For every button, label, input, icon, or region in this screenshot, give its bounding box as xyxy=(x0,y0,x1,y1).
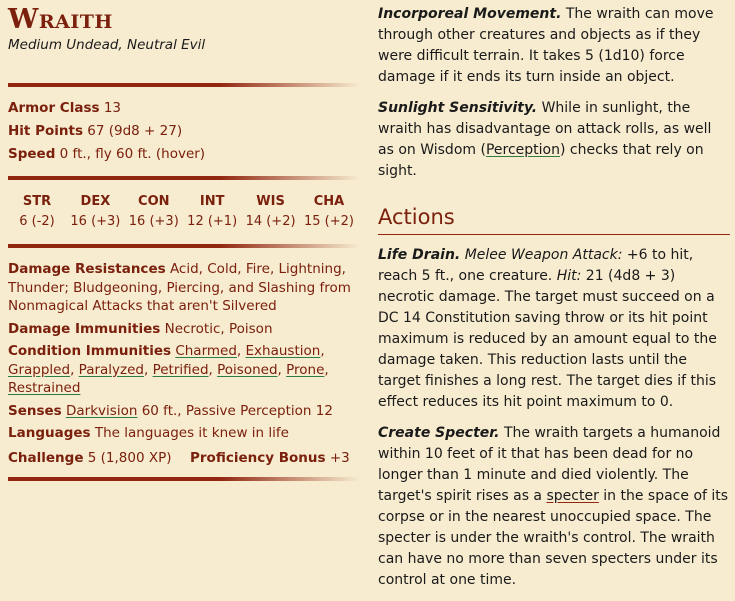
ability-value: 15 (+2) xyxy=(303,214,354,229)
action-text: +6 to hit, reach 5 ft., one creature. xyxy=(378,247,694,284)
action-title: Create Specter. xyxy=(378,425,500,441)
perception-link[interactable]: Perception xyxy=(485,142,560,158)
condition-link-charmed[interactable]: Charmed xyxy=(175,343,237,359)
condition-link-prone[interactable]: Prone xyxy=(286,361,325,378)
action-text: 21 (4d8 + 3) necrotic damage. The target must succeed on a DC 14 Constitution saving throw or its hit point maximum is reduced by an amount equal to the damage taken. This reduction lasts until the target finishes a long rest. The target dies if this effect reduces its hit point maximum to 0. xyxy=(378,268,717,410)
ability-value: 14 (+2) xyxy=(245,214,296,229)
condition-immunities-label: Condition Immunities xyxy=(8,343,172,359)
ability-scores xyxy=(8,192,358,232)
speed-value: 0 ft., fly 60 ft. (hover) xyxy=(59,146,206,162)
ability-value: 6 (-2) xyxy=(19,214,55,229)
action-title: Life Drain. xyxy=(378,247,461,263)
trait-sunlight-sensitivity xyxy=(378,98,730,182)
condition-immunities-row: Condition Immunities Charmed, Exhaustion, Grappled, Paralyzed, Petrified, Poisoned, Prone, Restrained xyxy=(8,343,329,396)
challenge-cell xyxy=(8,449,190,468)
divider-rule xyxy=(8,477,360,481)
senses-label: Senses xyxy=(8,402,62,419)
action-life-drain xyxy=(378,245,730,413)
senses-value: 60 ft., Passive Perception 12 xyxy=(141,402,333,419)
ability-wis xyxy=(242,192,300,232)
trait-incorporeal-movement xyxy=(378,4,730,88)
hit-points-row xyxy=(8,120,360,143)
ability-key: DEX xyxy=(80,194,111,209)
languages-row xyxy=(8,424,360,443)
languages-value: The languages it knew in life xyxy=(94,425,289,441)
condition-link-poisoned[interactable]: Poisoned xyxy=(217,361,278,378)
ability-str xyxy=(8,192,66,232)
condition-link-petrified[interactable]: Petrified xyxy=(152,361,209,378)
ability-key: CON xyxy=(138,194,170,209)
ability-cha xyxy=(300,192,358,232)
ability-key: INT xyxy=(199,194,225,209)
damage-immunities-row xyxy=(8,320,360,339)
ability-dex xyxy=(66,192,124,232)
damage-resistances-value: Acid, Cold, Fire, Lightning, Thunder; Bludgeoning, Piercing, and Slashing from Nonmagical Attacks that aren't Silvered xyxy=(8,261,351,314)
traits-block xyxy=(8,260,360,467)
divider-rule xyxy=(8,176,360,180)
ability-value: 12 (+1) xyxy=(187,214,238,229)
speed-label: Speed xyxy=(8,146,56,162)
proficiency-bonus-value: +3 xyxy=(329,449,350,466)
condition-link-restrained[interactable]: Restrained xyxy=(8,380,81,396)
ability-key: WIS xyxy=(256,194,285,209)
speed-row xyxy=(8,143,360,166)
damage-immunities-value: Necrotic, Poison xyxy=(164,320,273,337)
trait-title: Sunlight Sensitivity. xyxy=(378,100,538,116)
ability-key: STR xyxy=(22,194,52,209)
divider-rule xyxy=(8,83,360,87)
action-text: The wraith targets a humanoid within 10 feet of it that has been dead for no longer than 1 minute and died violently. The target's spirit rises as a xyxy=(378,425,721,504)
actions-heading: Actions xyxy=(378,202,730,235)
trait-text: The wraith can move through other creatures and objects as if they were difficult terrain. It takes 5 (1d10) force damage if it ends its turn inside an object. xyxy=(378,6,714,85)
proficiency-cell xyxy=(190,449,350,468)
action-create-specter xyxy=(378,423,730,591)
condition-link-exhaustion[interactable]: Exhaustion xyxy=(245,343,321,359)
specter-link[interactable]: specter xyxy=(546,488,599,504)
hit-label: Hit: xyxy=(556,268,582,284)
monster-name: Wraith xyxy=(8,4,113,35)
armor-class-value: 13 xyxy=(103,100,122,116)
armor-class-label: Armor Class xyxy=(8,100,100,116)
condition-link-grappled[interactable]: Grappled xyxy=(8,361,71,378)
senses-row xyxy=(8,402,360,421)
condition-link-paralyzed[interactable]: Paralyzed xyxy=(78,361,144,378)
ability-value: 16 (+3) xyxy=(70,214,121,229)
senses-link-darkvision[interactable]: Darkvision xyxy=(66,402,138,419)
statblock-left-column xyxy=(8,0,360,481)
ability-con xyxy=(125,192,183,232)
hit-points-value: 67 (9d8 + 27) xyxy=(87,123,183,139)
proficiency-bonus-label: Proficiency Bonus xyxy=(190,449,326,466)
statblock-right-column xyxy=(378,0,730,601)
trait-text: While in sunlight, the wraith has disadvantage on attack rolls, as well as on Wisdom ( xyxy=(378,100,712,158)
challenge-value: 5 (1,800 XP) xyxy=(87,449,172,466)
attack-type: Melee Weapon Attack: xyxy=(464,247,623,263)
action-text: in the space of its corpse or in the nearest unoccupied space. The specter is under the wraith's control. The wraith can have no more than seven specters under its control at one time. xyxy=(378,488,729,588)
damage-resistances-label: Damage Resistances xyxy=(8,261,166,277)
ability-int xyxy=(183,192,241,232)
damage-resistances-row xyxy=(8,260,360,316)
trait-title: Incorporeal Movement. xyxy=(378,6,562,22)
ability-value: 16 (+3) xyxy=(128,214,179,229)
armor-class-row xyxy=(8,97,360,120)
ability-key: CHA xyxy=(313,194,345,209)
hit-points-label: Hit Points xyxy=(8,123,83,139)
trait-text: ) checks that rely on sight. xyxy=(378,142,704,179)
damage-immunities-label: Damage Immunities xyxy=(8,320,161,337)
languages-label: Languages xyxy=(8,425,91,441)
monster-meta: Medium Undead, Neutral Evil xyxy=(8,37,206,53)
challenge-row xyxy=(8,449,360,468)
challenge-label: Challenge xyxy=(8,449,84,466)
divider-rule xyxy=(8,244,360,248)
